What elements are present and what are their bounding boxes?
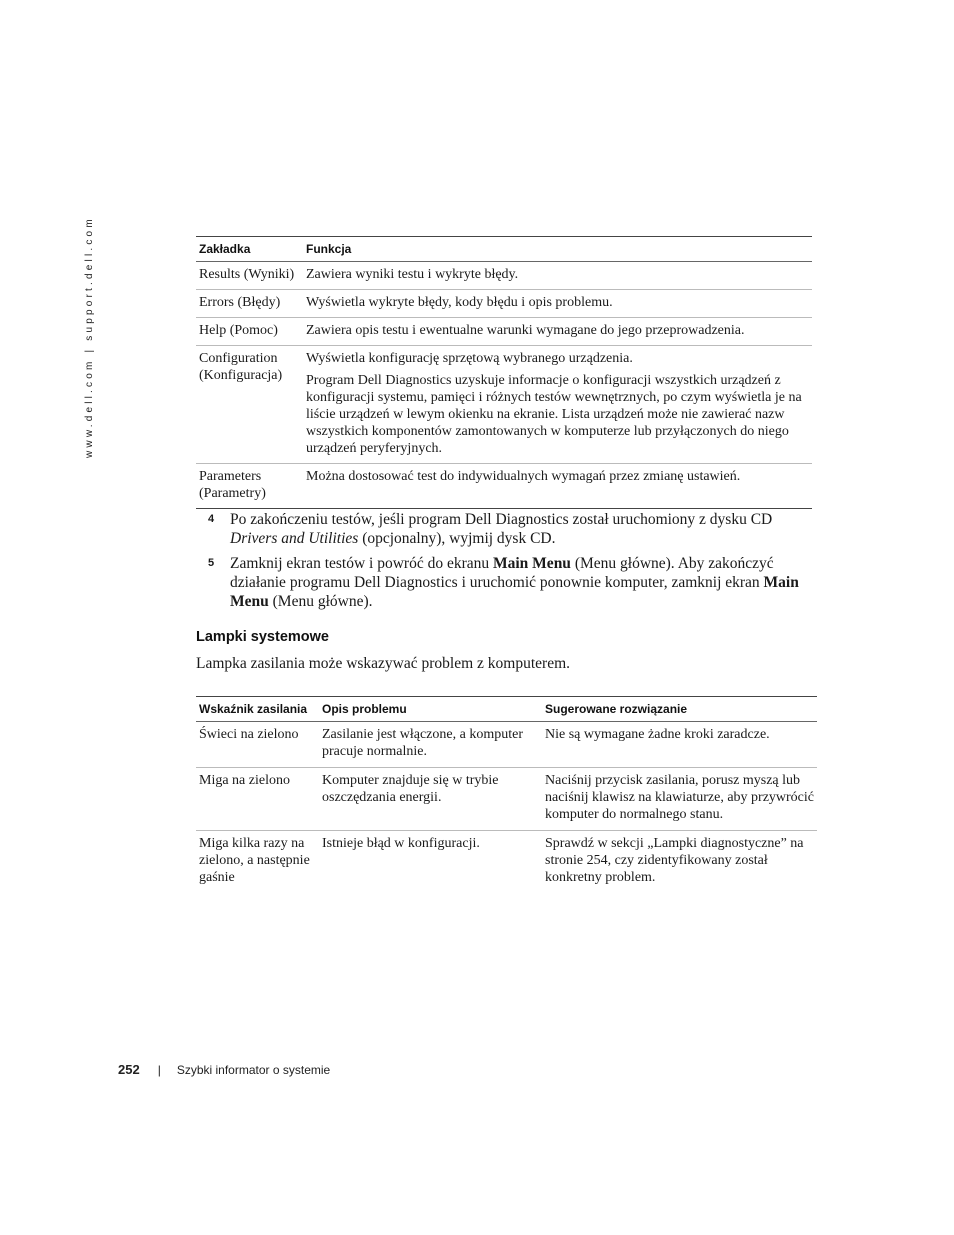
side-url: www.dell.com | support.dell.com: [84, 216, 95, 458]
tab-name: Errors (Błędy): [196, 290, 303, 318]
problem-cell: Komputer znajduje się w trybie oszczędzania energii.: [319, 768, 542, 831]
tab-description: Wyświetla wykryte błędy, kody błędu i opis problemu.: [303, 290, 812, 318]
indicator-cell: Miga na zielono: [196, 768, 319, 831]
section-heading: Lampki systemowe: [196, 629, 329, 645]
step-text-part: (opcjonalny), wyjmij dysk CD.: [358, 530, 556, 547]
power-light-table: [196, 696, 817, 893]
table-row: [196, 464, 812, 509]
indicator-cell: Świeci na zielono: [196, 722, 319, 768]
page-number: 252: [118, 1062, 140, 1077]
tab-description: Zawiera wyniki testu i wykryte błędy.: [303, 262, 812, 290]
indicator-cell: Miga kilka razy na zielono, a następnie gaśnie: [199, 836, 310, 885]
table-row: [196, 768, 817, 831]
solution-cell: Sprawdź w sekcji „Lampki diagnostyczne” na stronie 254, czy zidentyfikowany został konkretny problem.: [545, 836, 804, 885]
step-text: [230, 510, 808, 548]
step-number: 4: [208, 513, 215, 525]
step-number: 5: [208, 557, 215, 569]
table-row: [196, 262, 812, 290]
table-header-row: [196, 237, 812, 262]
step-text-part: (Menu główne). Aby zakończyć działanie programu Dell Diagnostics i uruchomić ponownie komputer, zamknij ekran: [230, 555, 774, 591]
tab-description-line: Wyświetla konfigurację sprzętową wybranego urządzenia.: [306, 351, 633, 366]
column-header-solution: Sugerowane rozwiązanie: [542, 697, 817, 722]
table-row: [196, 290, 812, 318]
column-header-indicator: Wskaźnik zasilania: [196, 697, 319, 722]
table-row: [196, 831, 817, 894]
solution-cell: Nie są wymagane żadne kroki zaradcze.: [542, 722, 817, 768]
menu-name: Main Menu: [493, 555, 571, 572]
step-4: [208, 510, 808, 548]
tab-name: Results (Wyniki): [196, 262, 303, 290]
tab-description: Zawiera opis testu i ewentualne warunki wymagane do jego przeprowadzenia.: [303, 318, 812, 346]
column-header-tab: Zakładka: [196, 237, 303, 262]
tab-name: Parameters (Parametry): [199, 469, 266, 501]
table-row: [196, 318, 812, 346]
solution-cell: Naciśnij przycisk zasilania, porusz myszą lub naciśnij klawisz na klawiaturze, aby przywrócić komputer do normalnego stanu.: [542, 768, 817, 831]
step-text: [230, 554, 808, 611]
tabs-table: [196, 236, 812, 509]
step-text-part: Zamknij ekran testów i powróć do ekranu: [230, 555, 493, 572]
tab-description-detail: Program Dell Diagnostics uzyskuje informacje o konfiguracji wszystkich urządzeń z konfiguracji systemu, pamięci i różnych testów wewnętrznych, po czym wyświetla je na liście urządzeń w lewym okienku na ekranie. Lista urządzeń może nie zawierać nazw wszystkich komponentów zamontowanych w komputerze lub przyłączonych do niego urządzeń peryferyjnych.: [306, 373, 802, 456]
cd-name: Drivers and Utilities: [230, 530, 359, 547]
page-footer: [118, 1062, 330, 1077]
menu-name: Main Menu: [230, 574, 799, 610]
column-header-function: Funkcja: [303, 237, 812, 262]
footer-title: Szybki informator o systemie: [176, 1063, 331, 1077]
step-text-part: Po zakończeniu testów, jeśli program Dell Diagnostics został uruchomiony z dysku CD: [230, 511, 773, 528]
footer-separator: |: [157, 1063, 161, 1077]
tab-name: Configuration (Konfiguracja): [196, 346, 303, 464]
problem-cell: Istnieje błąd w konfiguracji.: [322, 836, 480, 851]
column-header-problem: Opis problemu: [319, 697, 542, 722]
table-row: [196, 346, 812, 464]
table-row: [196, 722, 817, 768]
problem-cell: Zasilanie jest włączone, a komputer pracuje normalnie.: [319, 722, 542, 768]
table-header-row: [196, 697, 817, 722]
step-text-part: (Menu główne).: [268, 593, 373, 610]
section-intro: Lampka zasilania może wskazywać problem z komputerem.: [196, 655, 571, 672]
tab-name: Help (Pomoc): [196, 318, 303, 346]
tab-description: [303, 346, 812, 464]
tab-description: Można dostosować test do indywidualnych wymagań przez zmianę ustawień.: [306, 469, 741, 484]
step-5: [208, 554, 808, 611]
